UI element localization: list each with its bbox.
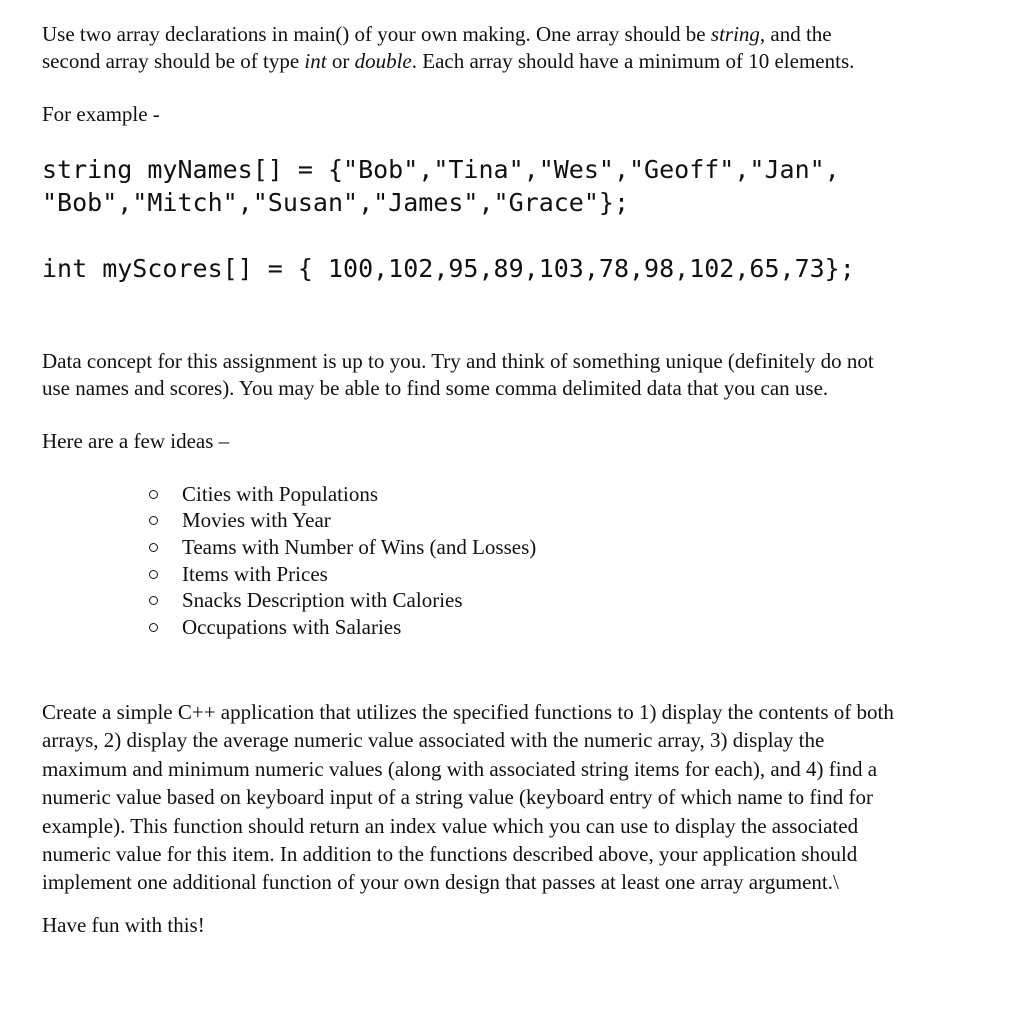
circle-bullet-icon [149, 490, 158, 499]
ideas-list [146, 481, 536, 641]
list-item: Items with Prices [146, 561, 536, 588]
list-item: Snacks Description with Calories [146, 587, 536, 614]
list-item: Movies with Year [146, 508, 536, 535]
intro-paragraph [42, 21, 854, 75]
intro-line-2: second array should be of type int or double. Each array should have a minimum of 10 elements. [42, 49, 855, 73]
task-paragraph [42, 698, 894, 897]
ideas-label: Here are a few ideas – [42, 429, 230, 453]
task-line-7: implement one additional function of your own design that passes at least one array argument.\ [42, 870, 839, 895]
task-line-1: Create a simple C++ application that utilizes the specified functions to 1) display the contents of both [42, 700, 894, 724]
task-line-2: arrays, 2) display the average numeric value associated with the numeric array, 3) display the [42, 728, 825, 753]
task-line-5: example). This function should return an index value which you can use to display the associated [42, 813, 859, 838]
circle-bullet-icon [149, 543, 158, 552]
circle-bullet-icon [149, 516, 158, 525]
code-scores-line: int myScores[] = { 100,102,95,89,103,78,98,102,65,73}; [42, 254, 855, 283]
circle-bullet-icon [149, 623, 158, 632]
list-item: Teams with Number of Wins (and Losses) [146, 534, 536, 561]
list-item: Occupations with Salaries [146, 614, 536, 641]
list-item: Cities with Populations [146, 481, 536, 508]
code-names-line-1: string myNames[] = {"Bob","Tina","Wes","Geoff","Jan", [42, 155, 840, 184]
concept-paragraph [42, 348, 874, 402]
circle-bullet-icon [149, 570, 158, 579]
circle-bullet-icon [149, 596, 158, 605]
closing-line: Have fun with this! [42, 913, 205, 937]
task-line-6: numeric value for this item. In addition to the functions described above, your application should [42, 842, 858, 867]
task-line-3: maximum and minimum numeric values (along with associated string items for each), and 4) find a [42, 756, 878, 781]
intro-line-1: Use two array declarations in main() of your own making. One array should be string, and the [42, 22, 832, 46]
example-label: For example - [42, 102, 160, 126]
task-line-4: numeric value based on keyboard input of a string value (keyboard entry of which name to find for [42, 785, 873, 810]
concept-line-2: use names and scores). You may be able to find some comma delimited data that you can use. [42, 376, 829, 400]
concept-line-1: Data concept for this assignment is up to you. Try and think of something unique (definitely do not [42, 349, 874, 373]
code-names-line-2: "Bob","Mitch","Susan","James","Grace"}; [42, 188, 629, 217]
